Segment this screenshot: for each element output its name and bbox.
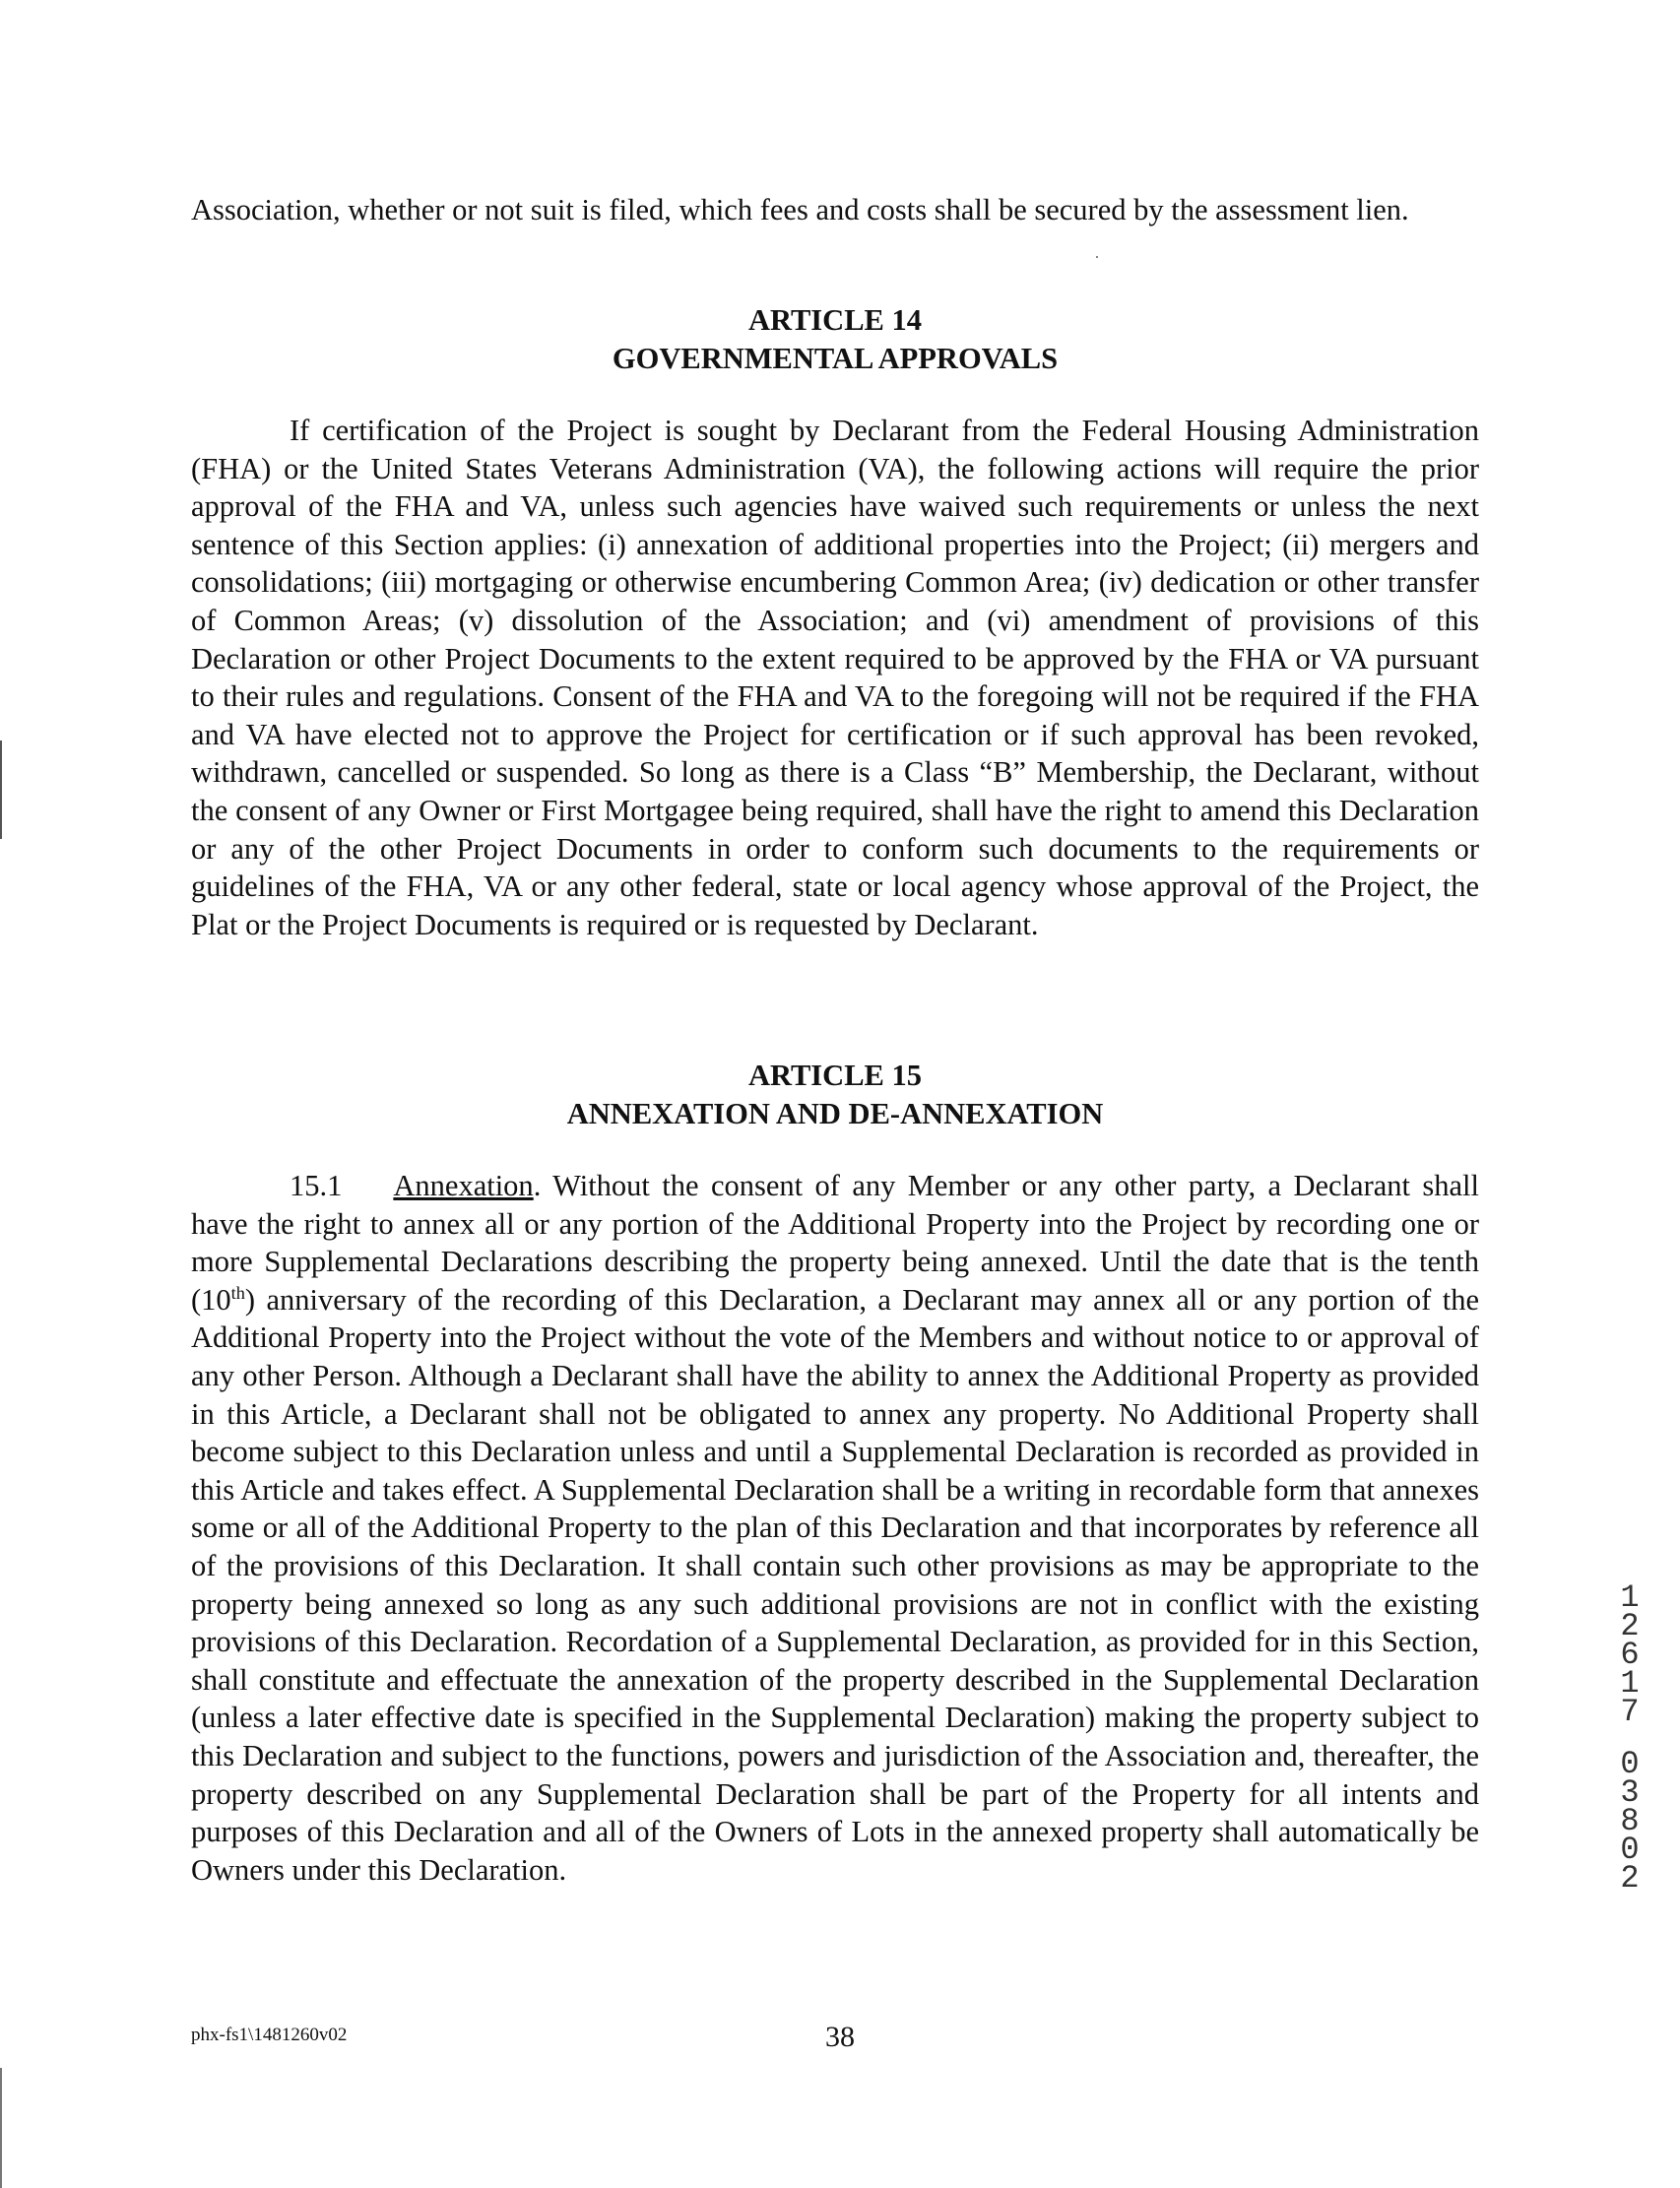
recording-stamp	[1615, 1579, 1645, 1897]
article-14-title: GOVERNMENTAL APPROVALS	[612, 342, 1059, 375]
section-15-1	[191, 1167, 1479, 1889]
article-15-number: ARTICLE 15	[747, 1059, 923, 1092]
page-number: 38	[825, 2021, 855, 2053]
article-14-body	[191, 412, 1479, 943]
article-15-title: ANNEXATION AND DE-ANNEXATION	[566, 1097, 1104, 1130]
section-text-part1: . Without the consent of any Member or any other party, a Declarant shall have the right to annex all or any portion of the Additional Property into the Project by recording one or more Supplemental Declarations describing the property being annexed. Until the date that is the tenth (10	[191, 1169, 1479, 1317]
stamp-char: 1	[1620, 1579, 1640, 1616]
article-14-number: ARTICLE 14	[747, 303, 923, 337]
stamp-char: 8	[1620, 1803, 1640, 1839]
stamp-char: 0	[1620, 1746, 1640, 1782]
ordinal-superscript: th	[230, 1282, 245, 1303]
intro-text: Association, whether or not suit is filed, which fees and costs shall be secured by the assessment lien.	[191, 193, 1409, 226]
scan-edge-mark	[0, 740, 2, 839]
stamp-char: 7	[1620, 1694, 1640, 1730]
section-number: 15.1	[290, 1169, 343, 1202]
article-15-heading	[191, 1057, 1479, 1133]
scan-edge-mark-bottom	[0, 2068, 2, 2188]
article-14-heading	[191, 301, 1479, 378]
stamp-char: 6	[1620, 1637, 1640, 1673]
scan-speck	[1096, 256, 1098, 258]
intro-paragraph	[191, 191, 1479, 229]
stamp-char: 2	[1620, 1860, 1640, 1897]
stamp-char: 1	[1620, 1665, 1640, 1702]
article-14-paragraph: If certification of the Project is sought by Declarant from the Federal Housing Administration (FHA) or the United States Veterans Administration (VA), the following actions will require the prior approval of the FHA and VA, unless such agencies have waived such requirements or unless the next sentence of this Section applies: (i) annexation of additional properties into the Project; (ii) mergers and consolidations; (iii) mortgaging or otherwise encumbering Common Area; (iv) dedication or other transfer of Common Areas; (v) dissolution of the Association; and (vi) amendment of provisions of this Declaration or other Project Documents to the extent required to be approved by the FHA or VA pursuant to their rules and regulations. Consent of the FHA and VA to the foregoing will not be required if the FHA and VA have elected not to approve the Project for certification or if such approval has been revoked, withdrawn, cancelled or suspended. So long as there is a Class “B” Membership, the Declarant, without the consent of any Owner or First Mortgagee being required, shall have the right to amend this Declaration or any of the other Project Documents in order to conform such documents to the requirements or guidelines of the FHA, VA or any other federal, state or local agency whose approval of the Project, the Plat or the Project Documents is required or is requested by Declarant.	[191, 414, 1479, 941]
stamp-char: 3	[1620, 1774, 1640, 1811]
stamp-char: 2	[1620, 1608, 1640, 1644]
section-title: Annexation	[393, 1169, 534, 1202]
stamp-char: 0	[1620, 1832, 1640, 1868]
document-id: phx-fs1\1481260v02	[191, 2025, 348, 2045]
section-15-1-paragraph	[191, 1167, 1479, 1889]
section-text-part2: ) anniversary of the recording of this Declaration, a Declarant may annex all or any portion of the Additional Property into the Project without the vote of the Members and without notice to or approval of any other Person. Although a Declarant shall have the ability to annex the Additional Property as provided in this Article, a Declarant shall not be obligated to annex any property. No Additional Property shall become subject to this Declaration unless and until a Supplemental Declaration is recorded as provided in this Article and takes effect. A Supplemental Declaration shall be a writing in recordable form that annexes some or all of the Additional Property to the plan of this Declaration and that incorporates by reference all of the provisions of this Declaration. It shall contain such other provisions as may be appropriate to the property being annexed so long as any such additional provisions are not in conflict with the existing provisions of this Declaration. Recordation of a Supplemental Declaration, as provided for in this Section, shall constitute and effectuate the annexation of the property described in the Supplemental Declaration (unless a later effective date is specified in the Supplemental Declaration) making the property subject to this Declaration and subject to the functions, powers and jurisdiction of the Association and, thereafter, the property described on any Supplemental Declaration shall be part of the Property for all intents and purposes of this Declaration and all of the Owners of Lots in the annexed property shall automatically be Owners under this Declaration.	[191, 1282, 1479, 1887]
